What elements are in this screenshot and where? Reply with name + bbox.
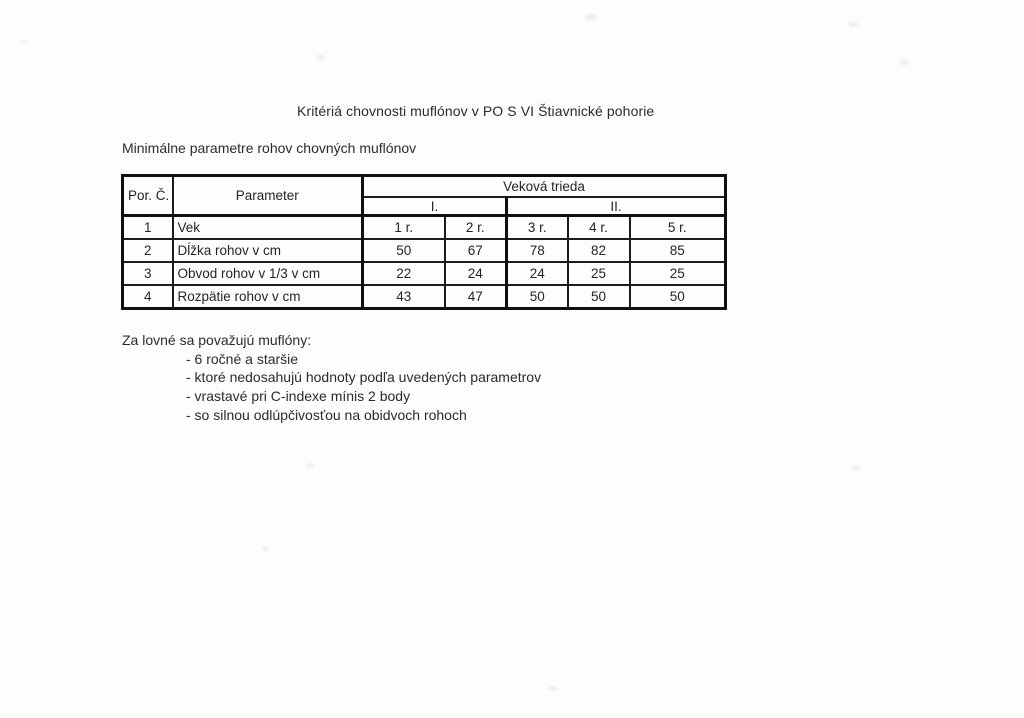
- value-cell: 24: [507, 262, 568, 285]
- value-cell: 22: [363, 262, 445, 285]
- value-cell: 43: [363, 285, 445, 309]
- value-cell: 50: [507, 285, 568, 309]
- parameter-cell: Dĺžka rohov v cm: [173, 239, 363, 262]
- scan-speckle: [852, 466, 860, 470]
- table-caption: Minimálne parametre rohov chovných muflónov: [122, 140, 417, 156]
- notes-item: - vrastavé pri C-indexe mínis 2 body: [186, 388, 411, 405]
- header-age-class-I: I.: [363, 197, 507, 216]
- scan-speckle: [585, 14, 598, 20]
- header-parameter: Parameter: [173, 176, 363, 216]
- value-cell: 24: [445, 262, 507, 285]
- value-cell: 2 r.: [445, 216, 507, 240]
- row-number-cell: 4: [123, 285, 173, 309]
- notes-item: - so silnou odlúpčivosťou na obidvoch rohoch: [186, 406, 467, 423]
- scan-speckle: [316, 55, 325, 60]
- value-cell: 82: [568, 239, 630, 262]
- value-cell: 47: [445, 285, 507, 309]
- row-number-cell: 1: [123, 216, 173, 240]
- value-cell: 50: [363, 239, 445, 262]
- scan-speckle: [848, 22, 858, 27]
- parameter-cell: Vek: [173, 216, 363, 240]
- table-row: [123, 239, 726, 262]
- notes-item: - 6 ročné a staršie: [186, 350, 299, 367]
- hunting-criteria-notes: [122, 331, 541, 425]
- header-age-class-group: Veková trieda: [363, 176, 726, 198]
- table-row: [123, 262, 726, 285]
- table-row: [123, 285, 726, 309]
- scan-speckle: [900, 60, 909, 65]
- value-cell: 50: [630, 285, 726, 309]
- min-horn-parameters-table: [121, 174, 727, 310]
- parameter-cell: Rozpätie rohov v cm: [173, 285, 363, 309]
- value-cell: 78: [507, 239, 568, 262]
- header-order-number: Por. Č.: [123, 176, 173, 216]
- table-row: [123, 216, 726, 240]
- header-age-class-II: II.: [507, 197, 726, 216]
- value-cell: 1 r.: [363, 216, 445, 240]
- value-cell: 3 r.: [507, 216, 568, 240]
- document-title: Kritériá chovnosti muflónov v PO S VI Štiavnické pohorie: [297, 103, 655, 119]
- value-cell: 25: [630, 262, 726, 285]
- notes-item: - ktoré nedosahujú hodnoty podľa uvedených parametrov: [186, 369, 542, 386]
- value-cell: 50: [568, 285, 630, 309]
- value-cell: 85: [630, 239, 726, 262]
- row-number-cell: 2: [123, 239, 173, 262]
- value-cell: 67: [445, 239, 507, 262]
- scan-speckle: [548, 686, 558, 691]
- notes-intro: Za lovné sa považujú muflóny:: [122, 332, 312, 348]
- parameter-cell: Obvod rohov v 1/3 v cm: [173, 262, 363, 285]
- row-number-cell: 3: [123, 262, 173, 285]
- scan-speckle: [262, 547, 269, 551]
- scan-speckle: [20, 40, 27, 44]
- value-cell: 4 r.: [568, 216, 630, 240]
- value-cell: 25: [568, 262, 630, 285]
- value-cell: 5 r.: [630, 216, 726, 240]
- scan-speckle: [306, 463, 314, 467]
